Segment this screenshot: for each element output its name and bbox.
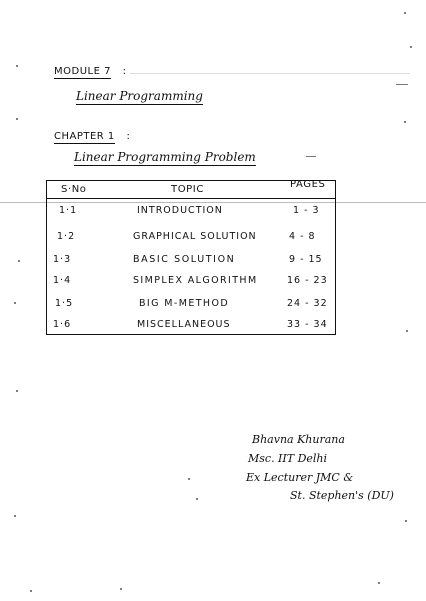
header-pages: PAGES	[290, 179, 326, 190]
cell-topic: MISCELLANEOUS	[137, 319, 231, 330]
cell-sno: 1·3	[53, 254, 72, 265]
cell-pages: 24 - 32	[287, 298, 328, 309]
scan-dot	[404, 121, 406, 123]
scan-dot	[120, 588, 122, 590]
header-topic: TOPIC	[171, 184, 204, 195]
scan-dot	[30, 590, 32, 592]
cell-sno: 1·6	[53, 319, 72, 330]
cell-sno: 1·1	[59, 205, 78, 216]
module-label	[54, 66, 127, 77]
chapter-title-text: Linear Programming Problem	[74, 150, 256, 164]
scan-dot	[404, 12, 406, 14]
scan-dot	[14, 515, 16, 517]
scan-dot	[16, 118, 18, 120]
chapter-title	[74, 150, 256, 164]
cell-topic: INTRODUCTION	[137, 205, 223, 216]
header-sno: S·No	[61, 184, 87, 195]
cell-topic: SIMPLEX ALGORITHM	[133, 275, 258, 286]
scan-dot	[405, 520, 407, 522]
author-role: Ex Lecturer JMC &	[246, 471, 354, 484]
scan-dot	[410, 46, 412, 48]
table-header	[47, 181, 335, 199]
scan-dot	[16, 65, 18, 67]
chapter-colon: :	[126, 131, 131, 142]
chapter-label-text: CHAPTER 1	[54, 131, 115, 142]
table-row	[47, 275, 335, 295]
cell-pages: 1 - 3	[293, 205, 320, 216]
table-row	[47, 231, 335, 251]
cell-topic: BIG M-METHOD	[139, 298, 230, 309]
cell-sno: 1·2	[57, 231, 76, 242]
scan-dot	[196, 498, 198, 500]
cell-topic: BASIC SOLUTION	[133, 254, 236, 265]
scan-dot	[14, 302, 16, 304]
scan-dot	[378, 582, 380, 584]
module-title	[76, 89, 203, 103]
cell-pages: 9 - 15	[289, 254, 323, 265]
table-row	[47, 205, 335, 225]
module-colon: :	[122, 66, 127, 77]
scan-rule	[306, 156, 316, 157]
cell-topic: GRAPHICAL SOLUTION	[133, 231, 257, 242]
scan-rule	[130, 73, 410, 74]
author-degree: Msc. IIT Delhi	[248, 452, 328, 465]
scan-dot	[406, 330, 408, 332]
module-title-text: Linear Programming	[76, 89, 203, 103]
cell-sno: 1·4	[53, 275, 72, 286]
author-role-2: St. Stephen's (DU)	[290, 489, 394, 502]
table-row	[47, 298, 335, 318]
contents-table	[46, 180, 336, 335]
scan-rule	[396, 84, 408, 85]
scan-dot	[188, 478, 190, 480]
module-label-text: MODULE 7	[54, 66, 111, 77]
cell-pages: 33 - 34	[287, 319, 328, 330]
chapter-label	[54, 131, 130, 142]
scan-dot	[18, 260, 20, 262]
cell-pages: 16 - 23	[287, 275, 328, 286]
scan-dot	[16, 390, 18, 392]
author-name: Bhavna Khurana	[252, 433, 345, 446]
table-row	[47, 254, 335, 274]
table-row	[47, 319, 335, 339]
cell-sno: 1·5	[55, 298, 74, 309]
cell-pages: 4 - 8	[289, 231, 316, 242]
